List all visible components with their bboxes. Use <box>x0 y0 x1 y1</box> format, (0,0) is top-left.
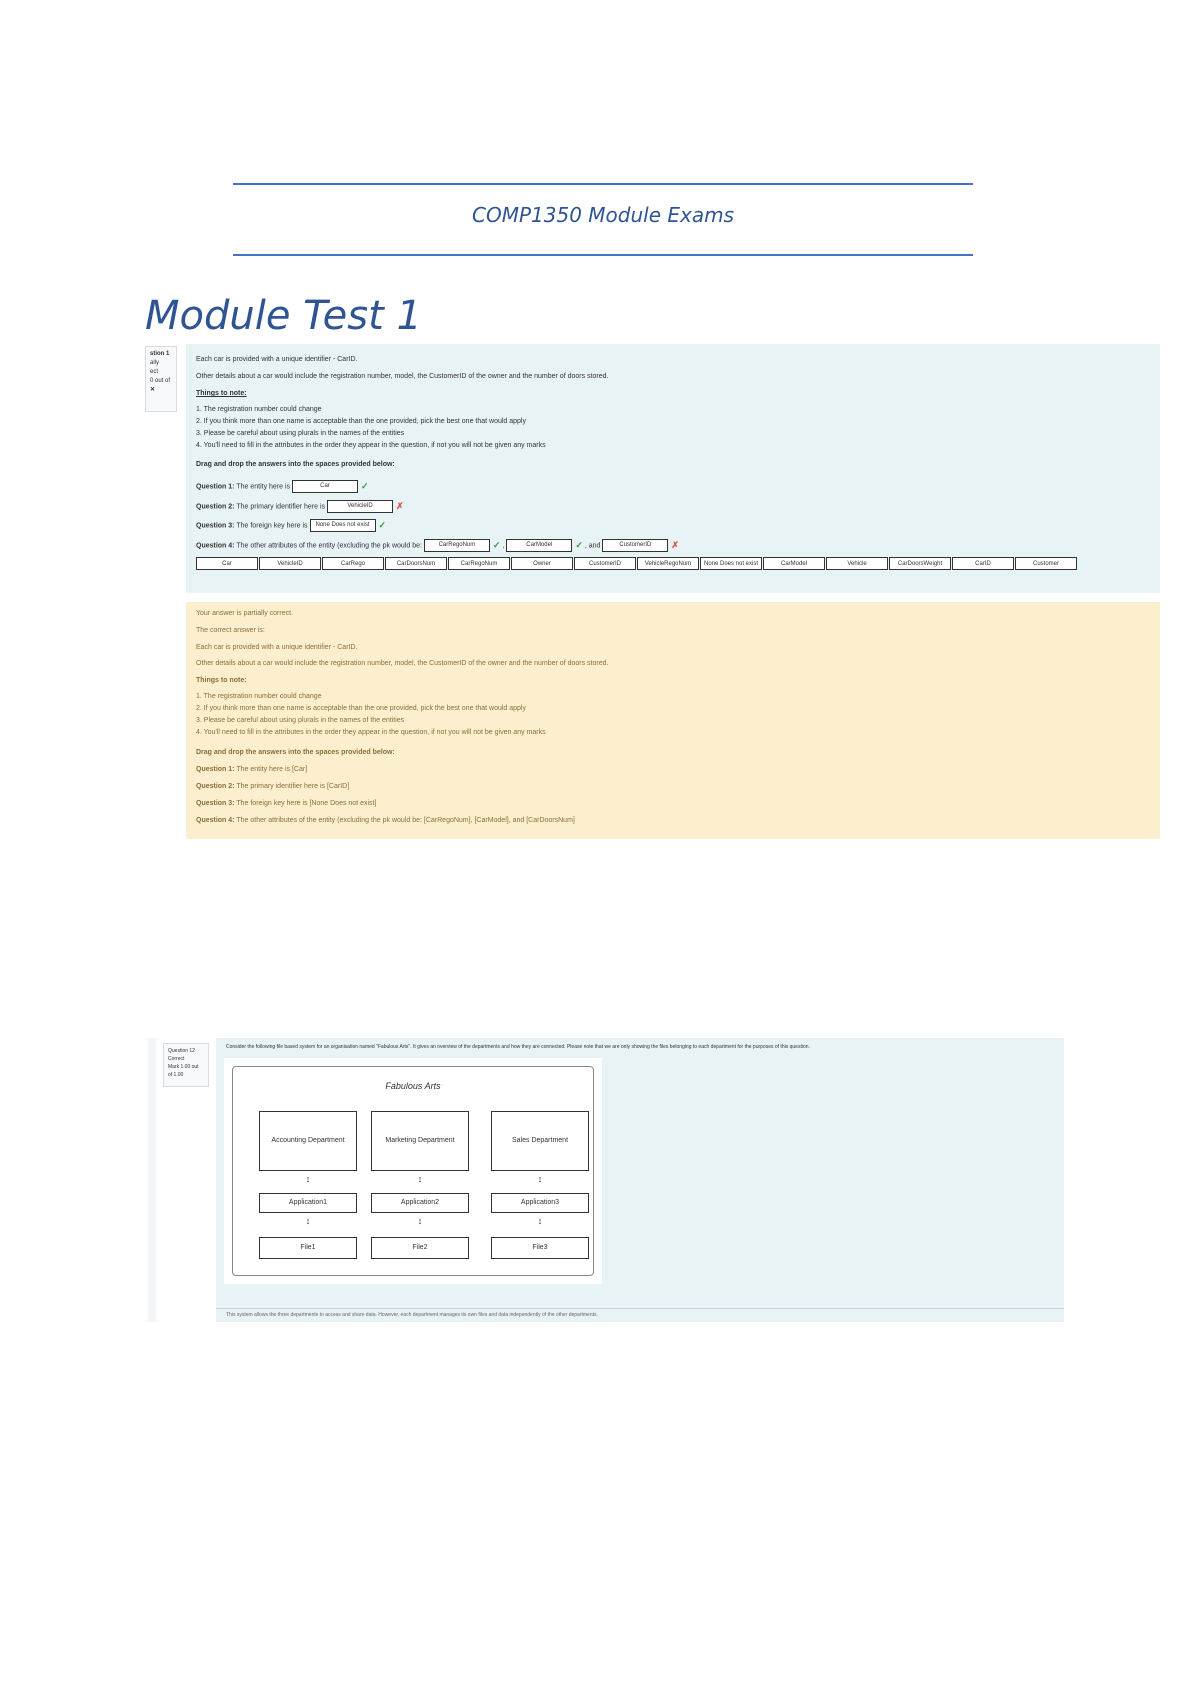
answer-chip-cardoorsweight[interactable]: CarDoorsWeight <box>889 557 951 570</box>
answer-chip-vehicle[interactable]: Vehicle <box>826 557 888 570</box>
intro-line-1: Each car is provided with a unique identifier - CarID. <box>196 356 358 363</box>
drag-instruction: Drag and drop the answers into the spaces provided below: <box>196 461 395 468</box>
feedback-q1-label: Question 1: <box>196 766 235 773</box>
incorrect-cross-icon: ✗ <box>396 501 404 511</box>
question-1-number: stion 1 <box>150 351 170 357</box>
header-title: COMP1350 Module Exams <box>472 203 734 227</box>
feedback-q3-label: Question 3: <box>196 800 235 807</box>
answer-chip-carmodel[interactable]: CarModel <box>763 557 825 570</box>
feedback-q1-text: The entity here is [Car] <box>236 766 308 773</box>
question-1-drop-zone[interactable]: Car <box>292 480 358 493</box>
feedback-instruction: Drag and drop the answers into the spaces provided below: <box>196 749 395 756</box>
note-2: 2. If you think more than one name is acceptable than the one provided, pick the best one that would apply <box>196 418 526 425</box>
accounting-department-box: Accounting Department <box>259 1111 357 1171</box>
feedback-q4-label: Question 4: <box>196 817 235 824</box>
question-12-mark-2: of 1.00 <box>168 1072 184 1078</box>
answer-chip-vehicleid[interactable]: VehicleID <box>259 557 321 570</box>
diagram-title: Fabulous Arts <box>385 1081 441 1091</box>
question-4-label: Question 4: <box>196 542 235 550</box>
question-4-drop-zone-1[interactable]: CarRegoNum <box>424 539 490 552</box>
application-2-box: Application2 <box>371 1193 469 1213</box>
question-1-info <box>145 346 177 412</box>
header-top-rule <box>233 183 973 185</box>
question-1-status-2: ect <box>150 369 159 375</box>
feedback-intro-1: Each car is provided with a unique identifier - CarID. <box>196 644 358 651</box>
question-12-info <box>163 1043 209 1087</box>
file-1-box: File1 <box>259 1237 357 1259</box>
answer-chip-car[interactable]: Car <box>196 557 258 570</box>
question-1-status: ally <box>150 360 160 366</box>
flag-icon[interactable]: ✕ <box>150 387 156 393</box>
question-3-text: The foreign key here is <box>236 522 308 530</box>
note-3: 3. Please be careful about using plurals in the names of the entities <box>196 430 405 437</box>
section-title: Module Test 1 <box>145 293 422 339</box>
application-1-box: Application1 <box>259 1193 357 1213</box>
correct-check-icon: ✓ <box>492 540 501 550</box>
question-12-footer: This system allows the three departments to access and share data. However, each department manages its own files and data independently of the other departments. <box>226 1312 598 1318</box>
double-arrow-icon: ↕ <box>537 1216 543 1226</box>
application-3-box: Application3 <box>491 1193 589 1213</box>
answer-chip-customerid[interactable]: CustomerID <box>574 557 636 570</box>
intro-line-2: Other details about a car would include the registration number, model, the CustomerID of the owner and the number of doors stored. <box>196 373 609 380</box>
answer-chip-row <box>196 557 1077 570</box>
answer-chip-none[interactable]: None Does not exist <box>700 557 762 570</box>
question-1-text: The entity here is <box>236 483 291 491</box>
correct-check-icon: ✓ <box>575 540 583 550</box>
feedback-note-4: 4. You'll need to fill in the attributes in the order they appear in the question, if not you will not be given any marks <box>196 729 546 736</box>
question-2-text: The primary identifier here is <box>236 503 326 511</box>
question-12-divider <box>216 1308 1064 1309</box>
answer-chip-carregonum[interactable]: CarRegoNum <box>448 557 510 570</box>
question-1-content <box>186 344 1160 593</box>
note-1: 1. The registration number could change <box>196 406 322 413</box>
feedback-q2-label: Question 2: <box>196 783 235 790</box>
question-4-text: The other attributes of the entity (excluding the pk would be: <box>236 542 422 550</box>
question-2-row <box>196 500 404 513</box>
question-1-label: Question 1: <box>196 483 235 491</box>
fabulous-arts-diagram <box>224 1058 602 1284</box>
question-12-prompt: Consider the following file based system for an organisation named "Fabulous Arts". It gives an overview of the departments and how they are connected. Please note that we are only showing the files belonging to each department for the purposes of this question. <box>226 1044 810 1050</box>
correct-check-icon: ✓ <box>378 520 387 530</box>
feedback-notes-title: Things to note: <box>196 677 247 684</box>
diagram-frame <box>232 1066 594 1276</box>
separator-comma: , <box>502 542 505 550</box>
double-arrow-icon: ↕ <box>417 1174 423 1184</box>
feedback-q3-text: The foreign key here is [None Does not exist] <box>236 800 377 807</box>
feedback-correct-is: The correct answer is: <box>196 627 265 634</box>
feedback-q3 <box>196 800 376 807</box>
feedback-q1 <box>196 766 307 773</box>
answer-chip-cardoorsnum[interactable]: CarDoorsNum <box>385 557 447 570</box>
answer-chip-carid[interactable]: CarID <box>952 557 1014 570</box>
answer-chip-owner[interactable]: Owner <box>511 557 573 570</box>
double-arrow-icon: ↕ <box>417 1216 423 1226</box>
double-arrow-icon: ↕ <box>305 1174 311 1184</box>
question-12-content <box>216 1038 1064 1322</box>
question-3-row <box>196 519 386 532</box>
question-3-label: Question 3: <box>196 522 235 530</box>
double-arrow-icon: ↕ <box>537 1174 543 1184</box>
question-3-drop-zone[interactable]: None Does not exist <box>310 519 376 532</box>
file-3-box: File3 <box>491 1237 589 1259</box>
feedback-note-2: 2. If you think more than one name is acceptable than the one provided, pick the best one that would apply <box>196 705 526 712</box>
feedback-q4-text: The other attributes of the entity (excluding the pk would be: [CarRegoNum], [CarModel], and [CarDoorsNum] <box>236 817 575 824</box>
note-4: 4. You'll need to fill in the attributes in the order they appear in the question, if not you will not be given any marks <box>196 442 546 449</box>
question-4-drop-zone-3[interactable]: CustomerID <box>602 539 668 552</box>
question-2-label: Question 2: <box>196 503 235 511</box>
answer-chip-carrego[interactable]: CarRego <box>322 557 384 570</box>
answer-chip-vehicleregonum[interactable]: VehicleRegoNum <box>637 557 699 570</box>
question-12-status: Correct <box>168 1056 185 1062</box>
correct-check-icon: ✓ <box>361 481 369 491</box>
question-12-number: Question 12 <box>168 1048 195 1054</box>
feedback-note-1: 1. The registration number could change <box>196 693 322 700</box>
answer-chip-customer[interactable]: Customer <box>1015 557 1077 570</box>
feedback-q2-text: The primary identifier here is [CarID] <box>236 783 350 790</box>
question-1-mark: 0 out of <box>150 378 171 384</box>
notes-title: Things to note: <box>196 390 247 397</box>
question-2-drop-zone[interactable]: VehicleID <box>327 500 393 513</box>
feedback-intro-2: Other details about a car would include the registration number, model, the CustomerID of the owner and the number of doors stored. <box>196 660 609 667</box>
separator-and: , and <box>584 542 601 550</box>
question-12-left-strip <box>148 1038 156 1322</box>
feedback-partial: Your answer is partially correct. <box>196 610 294 617</box>
question-12-mark: Mark 1.00 out <box>168 1064 199 1070</box>
feedback-q4 <box>196 817 575 824</box>
feedback-panel <box>186 602 1160 839</box>
question-4-drop-zone-2[interactable]: CarModel <box>506 539 572 552</box>
incorrect-cross-icon: ✗ <box>671 540 679 550</box>
question-1-row <box>196 480 369 493</box>
double-arrow-icon: ↕ <box>305 1216 311 1226</box>
file-2-box: File2 <box>371 1237 469 1259</box>
header-bottom-rule <box>233 254 973 256</box>
feedback-note-3: 3. Please be careful about using plurals in the names of the entities <box>196 717 405 724</box>
feedback-q2 <box>196 783 349 790</box>
marketing-department-box: Marketing Department <box>371 1111 469 1171</box>
sales-department-box: Sales Department <box>491 1111 589 1171</box>
question-4-row <box>196 539 679 552</box>
